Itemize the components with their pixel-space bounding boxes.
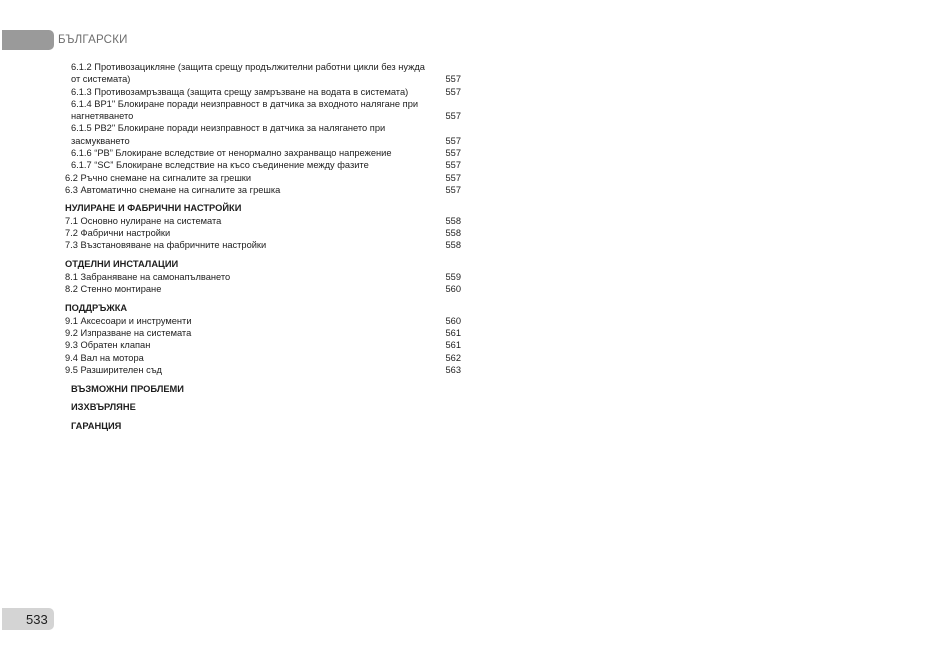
toc-entry-page: 557	[445, 160, 461, 171]
toc-entry-page: 557	[445, 135, 461, 146]
toc-entry[interactable]	[65, 61, 461, 86]
toc-entry-title: 9.4 Вал на мотора	[65, 352, 144, 363]
toc-entry[interactable]	[65, 315, 461, 327]
toc-entry-page: 560	[445, 284, 461, 295]
page-number: 533	[26, 612, 48, 627]
toc-entry-title: 7.3 Възстановяване на фабричните настройки	[65, 240, 267, 251]
toc-entry-page: 557	[445, 148, 461, 159]
toc-entry-title: 6.1.4 BP1" Блокиране поради неизправност в датчика за входното налягане при нагнетяването	[71, 98, 419, 122]
toc-entry-page: 559	[445, 271, 461, 282]
section-heading[interactable]: ПОДДРЪЖКА	[65, 303, 128, 314]
toc-entry-page: 557	[445, 184, 461, 195]
toc-entry-page: 558	[445, 227, 461, 238]
toc-entry[interactable]	[65, 352, 461, 364]
toc-entry-title: 9.2 Изпразване на системата	[65, 327, 192, 338]
toc-entry-title: 9.1 Аксесоари и инструменти	[65, 315, 192, 326]
toc-entry-title: 9.5 Разширителен съд	[65, 364, 162, 375]
toc-entry[interactable]	[65, 184, 461, 196]
toc-entry-page: 558	[445, 215, 461, 226]
toc-entry-page: 563	[445, 364, 461, 375]
toc-entry-page: 557	[445, 74, 461, 85]
toc-entry-page: 560	[445, 315, 461, 326]
toc-entry-page: 557	[445, 111, 461, 122]
toc-entry[interactable]	[65, 364, 461, 376]
language-label: БЪЛГАРСКИ	[58, 34, 128, 46]
toc-entry-title: 6.1.6 “PB” Блокиране вследствие от ненормално захранващо напрежение	[71, 148, 392, 159]
toc-entry[interactable]	[65, 172, 461, 184]
toc-entry-page: 557	[445, 172, 461, 183]
language-tab	[2, 30, 54, 50]
section-heading[interactable]: ОТДЕЛНИ ИНСТАЛАЦИИ	[65, 259, 179, 270]
toc-entry-page: 557	[445, 86, 461, 97]
toc-entry-title: 6.2 Ръчно снемане на сигналите за грешки	[65, 172, 252, 183]
toc-entry[interactable]	[65, 122, 461, 147]
toc-entry-title: 9.3 Обратен клапан	[65, 340, 151, 351]
toc-entry-title: 6.1.2 Противозацикляне (защита срещу продължителни работни цикли без нужда от системата)	[71, 62, 425, 85]
toc-entry[interactable]	[65, 86, 461, 98]
toc-entry[interactable]	[65, 239, 461, 251]
toc-entry-title: 7.1 Основно нулиране на системата	[65, 215, 222, 226]
toc-entry[interactable]	[65, 271, 461, 283]
toc-entry[interactable]	[65, 327, 461, 339]
toc-entry[interactable]	[65, 283, 461, 295]
toc-entry[interactable]	[65, 147, 461, 159]
toc-entry-page: 561	[445, 327, 461, 338]
toc-entry-title: 6.1.7 “SC” Блокиране вследствие на късо съединение между фазите	[71, 160, 369, 171]
toc-entry-page: 562	[445, 352, 461, 363]
toc-entry[interactable]	[65, 215, 461, 227]
toc-entry-title: 8.2 Стенно монтиране	[65, 284, 162, 295]
toc-entry-title: 6.3 Автоматично снемане на сигналите за грешка	[65, 184, 281, 195]
toc-entry-page: 558	[445, 240, 461, 251]
toc-entry[interactable]	[65, 227, 461, 239]
section-heading-problems[interactable]: ВЪЗМОЖНИ ПРОБЛЕМИ	[71, 383, 184, 394]
section-heading-warranty[interactable]: ГАРАНЦИЯ	[71, 421, 122, 432]
toc-entry-title: 6.1.3 Противозамръзваща (защита срещу замръзване на водата в системата)	[71, 86, 409, 97]
toc-entry-page: 561	[445, 340, 461, 351]
section-heading[interactable]: НУЛИРАНЕ И ФАБРИЧНИ НАСТРОЙКИ	[65, 203, 242, 214]
section-heading-disposal[interactable]: ИЗХВЪРЛЯНЕ	[71, 402, 136, 413]
toc-entry[interactable]	[65, 159, 461, 171]
toc-entry[interactable]	[65, 98, 461, 123]
toc-entry-title: 8.1 Забраняване на самонапълването	[65, 271, 231, 282]
toc-entry-title: 7.2 Фабрични настройки	[65, 227, 171, 238]
toc-entry-title: 6.1.5 PB2" Блокиране поради неизправност в датчика за налягането при засмукването	[71, 123, 386, 146]
table-of-contents	[65, 61, 461, 433]
toc-entry[interactable]	[65, 339, 461, 351]
